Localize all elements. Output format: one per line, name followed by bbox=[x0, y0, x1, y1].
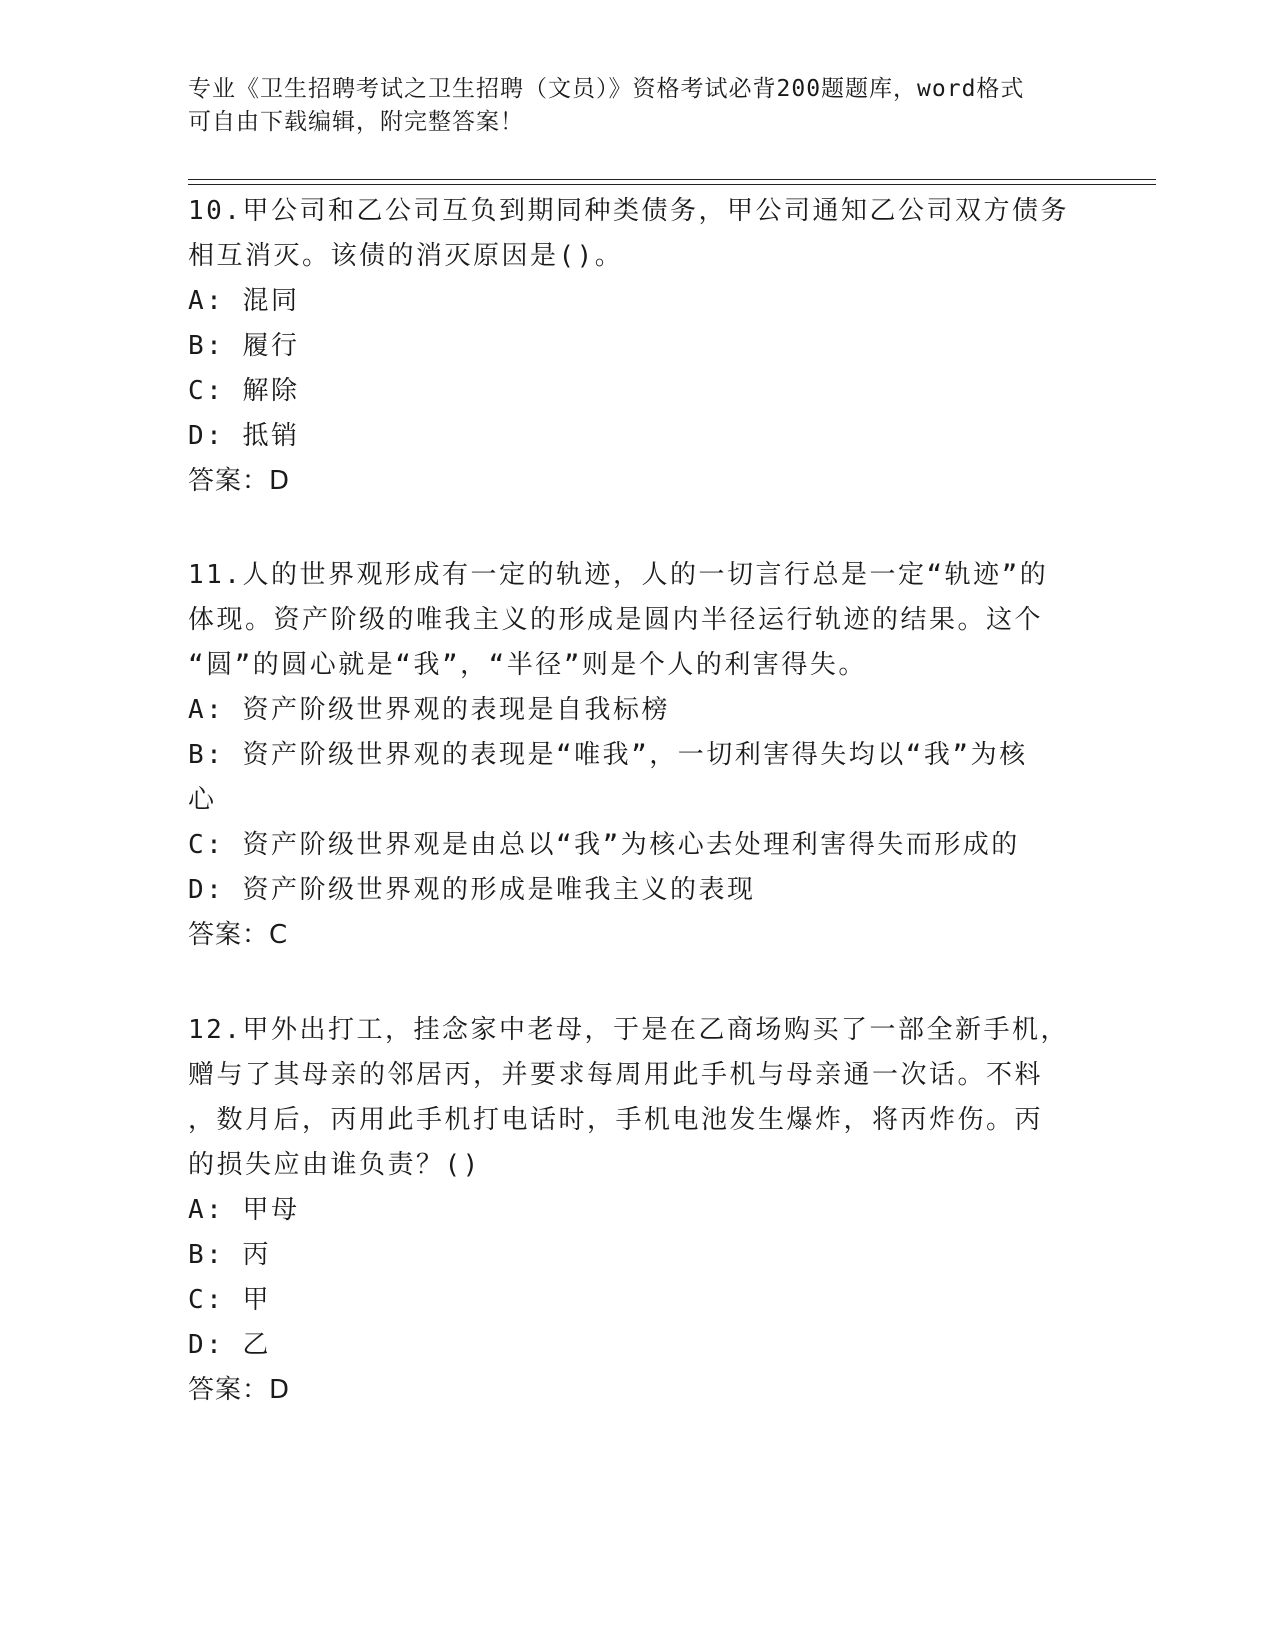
option-a: A: 资产阶级世界观的表现是自我标榜 bbox=[188, 695, 670, 725]
question-12 bbox=[188, 1008, 1088, 1413]
document-header bbox=[188, 73, 1088, 139]
answer: 答案：D bbox=[188, 466, 291, 496]
answer: 答案：C bbox=[188, 920, 289, 950]
question-text-line: 10.甲公司和乙公司互负到期同种类债务，甲公司通知乙公司双方债务 bbox=[188, 196, 1069, 226]
option-b: B: 履行 bbox=[188, 331, 300, 361]
option-d: D: 资产阶级世界观的形成是唯我主义的表现 bbox=[188, 875, 756, 905]
question-text-line: ，数月后，丙用此手机打电话时，手机电池发生爆炸，将丙炸伤。丙 bbox=[188, 1105, 1044, 1135]
header-divider-top bbox=[188, 179, 1156, 180]
option-d: D: 乙 bbox=[188, 1330, 271, 1360]
question-text-line: 的损失应由谁负责？() bbox=[188, 1150, 481, 1180]
question-text-line: 赠与了其母亲的邻居丙，并要求每周用此手机与母亲通一次话。不料 bbox=[188, 1060, 1044, 1090]
question-text-line: 12.甲外出打工，挂念家中老母，于是在乙商场购买了一部全新手机， bbox=[188, 1015, 1069, 1045]
option-b: B: 资产阶级世界观的表现是“唯我”，一切利害得失均以“我”为核 bbox=[188, 740, 1028, 770]
question-text-line: 体现。资产阶级的唯我主义的形成是圆内半径运行轨迹的结果。这个 bbox=[188, 605, 1044, 635]
question-text-line: 11.人的世界观形成有一定的轨迹，人的一切言行总是一定“轨迹”的 bbox=[188, 560, 1049, 590]
option-a: A: 混同 bbox=[188, 286, 300, 316]
option-a: A: 甲母 bbox=[188, 1195, 300, 1225]
option-c: C: 甲 bbox=[188, 1285, 271, 1315]
header-divider-bottom bbox=[188, 184, 1156, 185]
option-b: B: 丙 bbox=[188, 1240, 271, 1270]
question-10 bbox=[188, 189, 1088, 504]
header-line-2: 可自由下载编辑，附完整答案！ bbox=[188, 109, 524, 135]
option-c: C: 资产阶级世界观是由总以“我”为核心去处理利害得失而形成的 bbox=[188, 830, 1020, 860]
option-b-continued: 心 bbox=[188, 785, 217, 815]
option-d: D: 抵销 bbox=[188, 421, 300, 451]
header-line-1: 专业《卫生招聘考试之卫生招聘（文员）》资格考试必背200题题库，word格式 bbox=[188, 76, 1025, 102]
question-text-line: 相互消灭。该债的消灭原因是()。 bbox=[188, 241, 624, 271]
question-text-line: “圆”的圆心就是“我”，“半径”则是个人的利害得失。 bbox=[188, 650, 867, 680]
question-11 bbox=[188, 553, 1088, 958]
answer: 答案：D bbox=[188, 1375, 291, 1405]
option-c: C: 解除 bbox=[188, 376, 300, 406]
